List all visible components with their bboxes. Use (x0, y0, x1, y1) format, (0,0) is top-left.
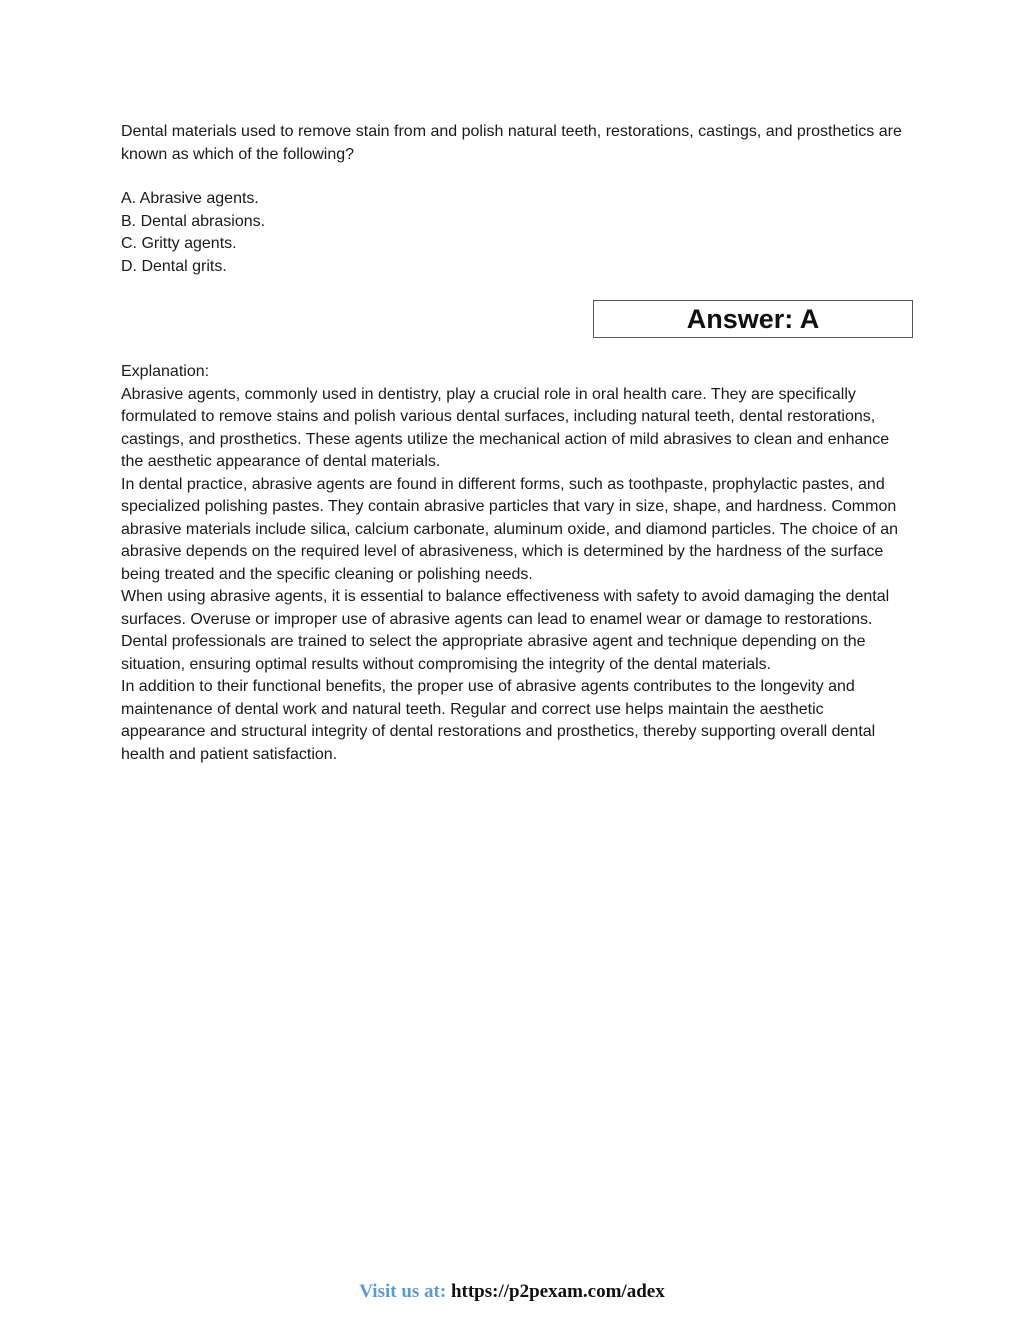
option-b: B. Dental abrasions. (121, 212, 266, 230)
explanation-paragraph: When using abrasive agents, it is essential to balance effectiveness with safety to avoid damaging the dental surfaces. Overuse or improper use of abrasive agents can lead to enamel wear or damage to restorations. Dental professionals are trained to select the appropriate abrasive agent and technique depending on the situation, ensuring optimal results without compromising the integrity of the dental materials. (121, 588, 890, 673)
answer-label: Answer: A (686, 303, 820, 334)
question-text: Dental materials used to remove stain from and polish natural teeth, restorations, castings, and prosthetics are known as which of the following? (121, 123, 902, 163)
question-block (121, 121, 911, 278)
explanation-paragraph: In dental practice, abrasive agents are found in different forms, such as toothpaste, prophylactic pastes, and specialized polishing pastes. They contain abrasive particles that vary in size, shape, and hardness. Common abrasive materials include silica, calcium carbonate, aluminum oxide, and diamond particles. The choice of an abrasive depends on the required level of abrasiveness, which is determined by the hardness of the surface being treated and the specific cleaning or polishing needs. (121, 475, 898, 583)
answer-options (121, 188, 911, 278)
option-c: C. Gritty agents. (121, 235, 237, 252)
footer-url-link[interactable]: https://p2pexam.com/adex (450, 1281, 665, 1302)
option-a: A. Abrasive agents. (121, 190, 259, 207)
explanation-paragraph: In addition to their functional benefits, the proper use of abrasive agents contributes to the longevity and maintenance of dental work and natural teeth. Regular and correct use helps maintain the aesthetic appearance and structural integrity of dental restorations and prosthetics, thereby supporting overall dental health and patient satisfaction. (121, 678, 876, 763)
explanation-paragraph: Abrasive agents, commonly used in dentistry, play a crucial role in oral health care. They are specifically formulated to remove stains and polish various dental surfaces, including natural teeth, dental restorations, castings, and prosthetics. These agents utilize the mechanical action of mild abrasives to clean and enhance the aesthetic appearance of dental materials. (121, 385, 890, 470)
explanation-block (121, 361, 911, 766)
explanation-heading: Explanation: (121, 363, 210, 380)
question (121, 121, 911, 166)
option-d: D. Dental grits. (121, 257, 227, 275)
footer-visit-label: Visit us at: (359, 1281, 447, 1302)
footer (0, 1281, 1024, 1303)
answer-box (593, 300, 913, 338)
